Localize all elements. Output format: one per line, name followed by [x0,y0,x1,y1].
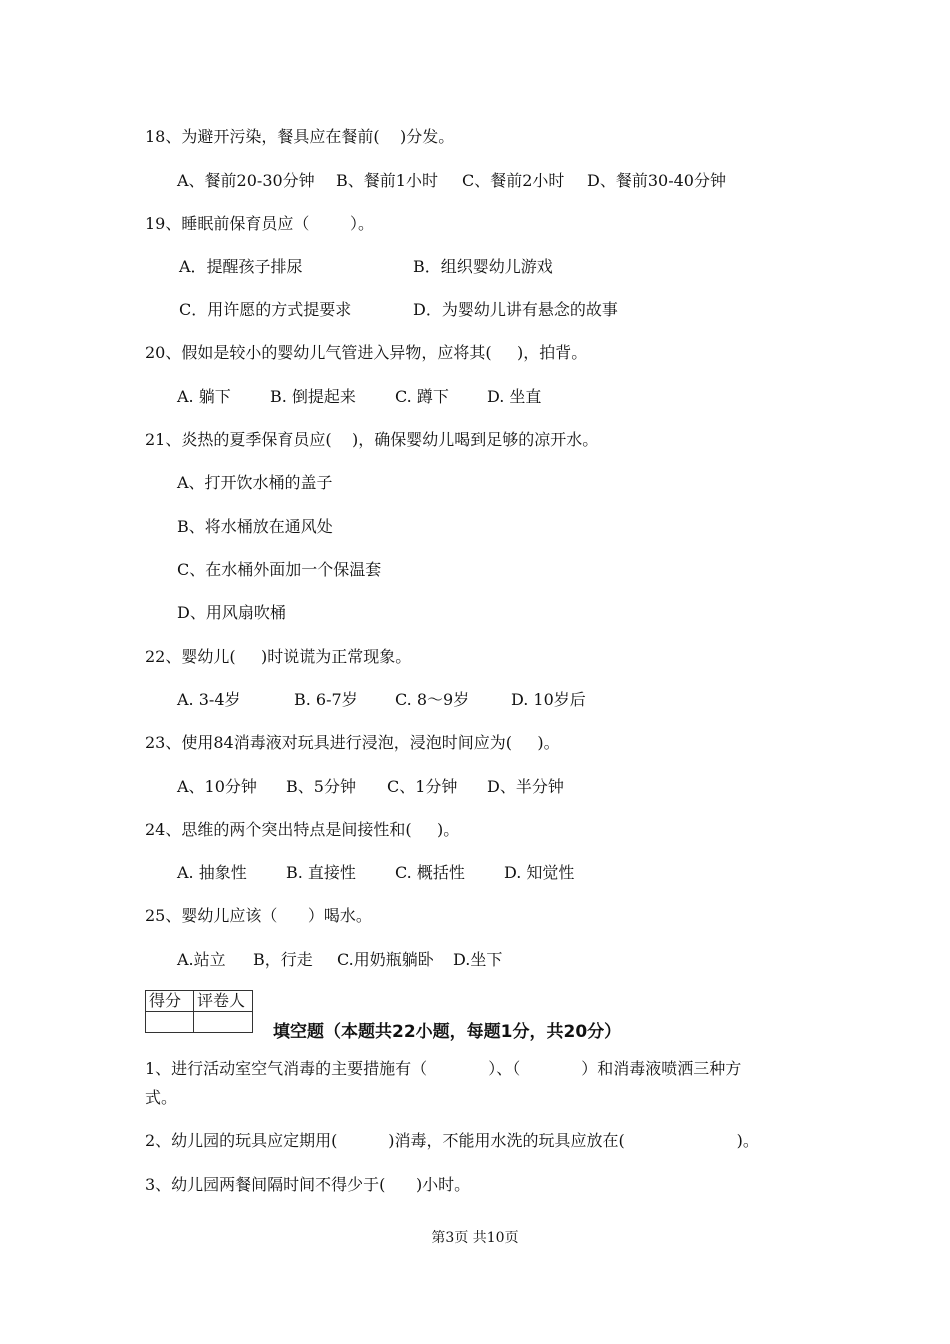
option-b: B、餐前1小时 [336,171,438,190]
option-c: C、在水桶外面加一个保温套 [177,560,382,579]
option-d: D. 坐直 [487,387,542,406]
option-b: B. 倒提起来 [270,387,356,406]
question-stem: 21、炎热的夏季保育员应( )，确保婴幼儿喝到足够的凉开水。 [145,430,599,449]
score-label: 得分 [146,991,194,1012]
option-a: A、餐前20-30分钟 [177,171,315,190]
option-c: C. 概括性 [395,863,465,882]
grader-label: 评卷人 [194,991,253,1012]
question-stem: 20、假如是较小的婴幼儿气管进入异物，应将其( )，拍背。 [145,343,588,362]
option-a: A. 抽象性 [177,863,247,882]
score-table [145,990,253,1033]
fill-question: 3、幼儿园两餐间隔时间不得少于( )小时。 [145,1175,471,1194]
option-d: D. 10岁后 [511,690,586,709]
option-b: B. 6-7岁 [294,690,358,709]
option-b: B、将水桶放在通风处 [177,517,333,536]
option-d: D、用风扇吹桶 [177,603,286,622]
option-b: B、5分钟 [286,777,356,796]
question-stem: 18、为避开污染，餐具应在餐前( )分发。 [145,127,455,146]
option-c: C. 蹲下 [395,387,449,406]
option-b: B．组织婴幼儿游戏 [413,257,553,276]
question-stem: 25、婴幼儿应该（ ）喝水。 [145,906,372,925]
option-d: D、半分钟 [487,777,564,796]
option-c: C.用奶瓶躺卧 [337,950,434,969]
option-a: A. 3-4岁 [177,690,241,709]
option-d: D．为婴幼儿讲有悬念的故事 [413,300,618,319]
option-a: A. 躺下 [177,387,231,406]
option-d: D、餐前30-40分钟 [587,171,726,190]
score-cell [146,1012,194,1033]
option-c: C. 8～9岁 [395,690,470,709]
option-d: D. 知觉性 [504,863,575,882]
option-d: D.坐下 [453,950,503,969]
option-c: C、1分钟 [387,777,458,796]
grader-cell [194,1012,253,1033]
option-a: A.站立 [177,950,226,969]
option-a: A、10分钟 [177,777,257,796]
option-a: A、打开饮水桶的盖子 [177,473,333,492]
question-stem: 22、婴幼儿( )时说谎为正常现象。 [145,647,412,666]
question-stem: 24、思维的两个突出特点是间接性和( )。 [145,820,460,839]
question-stem: 23、使用84消毒液对玩具进行浸泡，浸泡时间应为( )。 [145,733,560,752]
section-title: 填空题（本题共22小题，每题1分，共20分） [273,1022,622,1042]
option-c: C、餐前2小时 [462,171,565,190]
option-c: C．用许愿的方式提要求 [179,300,352,319]
fill-question: 2、幼儿园的玩具应定期用( )消毒，不能用水洗的玩具应放在( )。 [145,1131,759,1150]
page-number: 第3页 共10页 [431,1230,519,1246]
question-stem: 19、睡眠前保育员应（ ）。 [145,214,375,233]
fill-question: 1、进行活动室空气消毒的主要措施有（ ）、（ ）和消毒液喷洒三种方 [145,1059,742,1078]
option-b: B. 直接性 [286,863,356,882]
fill-question-continued: 式。 [145,1088,178,1107]
option-a: A．提醒孩子排尿 [179,257,303,276]
option-b: B，行走 [253,950,313,969]
